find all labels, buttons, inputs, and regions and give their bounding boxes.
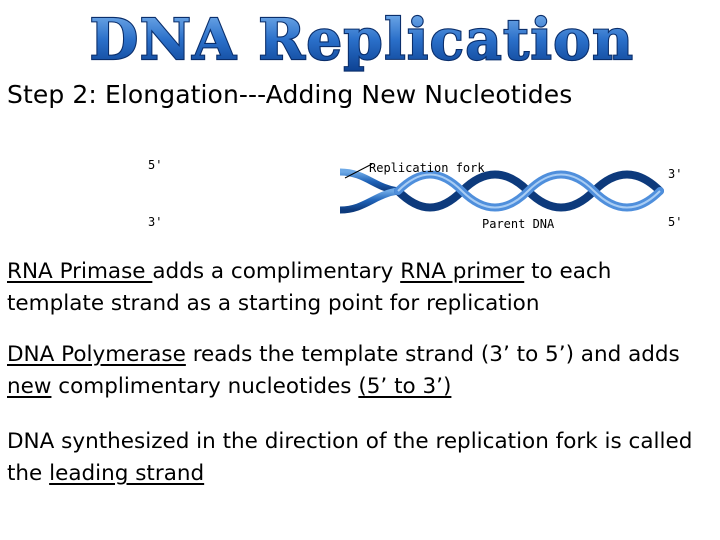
label-replication-fork: Replication fork <box>369 161 485 175</box>
term-direction: (5’ to 3’) <box>358 374 452 399</box>
leading-strand-paragraph <box>7 426 713 490</box>
step-heading: Step 2: Elongation---Adding New Nucleotides <box>7 80 573 109</box>
label-parent-dna: Parent DNA <box>482 217 555 231</box>
text-segment: to each template strand as a starting point for replication <box>7 259 612 316</box>
label-5prime-top-left: 5' <box>148 158 163 172</box>
text-segment: DNA synthesized in the direction of the replication fork is called the <box>7 429 693 486</box>
term-leading-strand: leading strand <box>49 461 205 486</box>
polymerase-paragraph <box>7 339 713 403</box>
text-segment: complimentary nucleotides <box>51 374 359 399</box>
primase-paragraph <box>7 256 713 320</box>
term-rna-primer: RNA primer <box>400 259 525 284</box>
term-dna-polymerase: DNA Polymerase <box>7 342 186 367</box>
page-title <box>0 2 720 74</box>
text-segment: reads the template strand (3’ to 5’) and adds <box>185 342 680 367</box>
bottom-fork-arm <box>340 191 398 210</box>
label-5prime-bottom-right: 5' <box>668 215 683 229</box>
term-new: new <box>7 374 52 399</box>
term-rna-primase: RNA Primase <box>7 259 153 284</box>
page-title-text: DNA Replication <box>89 7 635 73</box>
replication-fork-diagram <box>140 148 695 233</box>
text-segment: adds a complimentary <box>152 259 401 284</box>
label-3prime-top-right: 3' <box>668 167 683 181</box>
label-3prime-bottom-left: 3' <box>148 215 163 229</box>
